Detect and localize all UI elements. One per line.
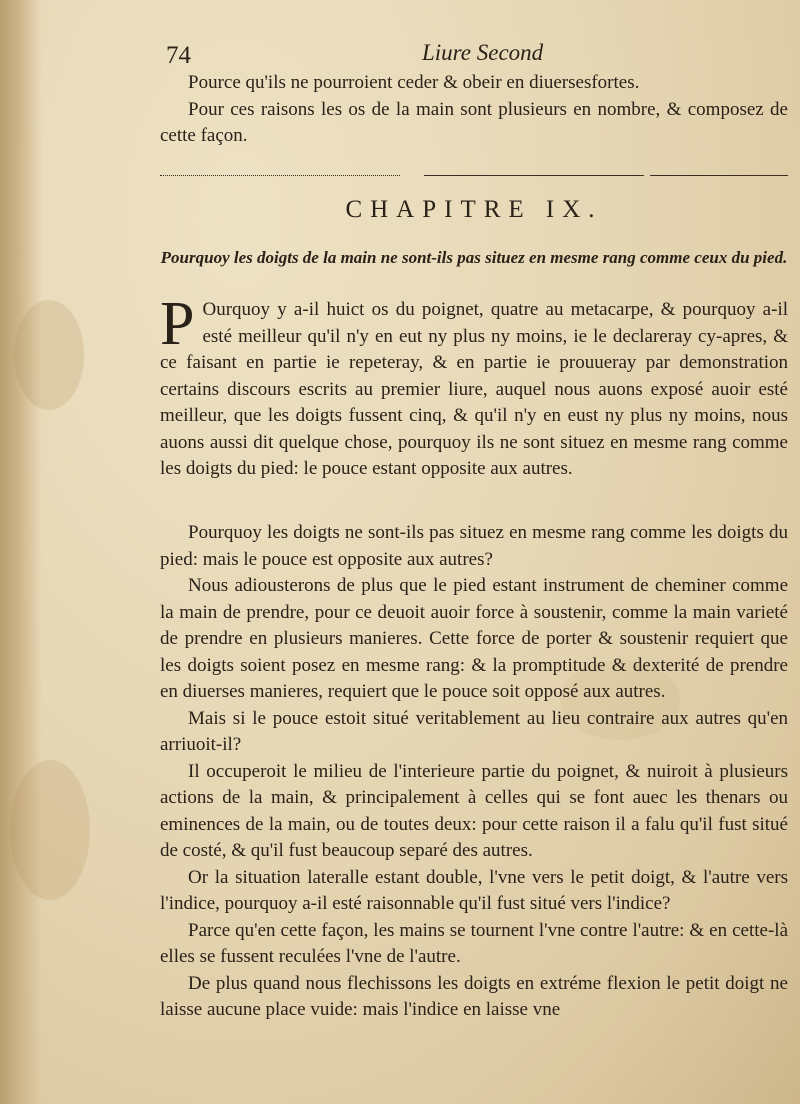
divider-rule [160,175,400,176]
top-text-block [160,70,788,150]
paragraph: Parce qu'en cette façon, les mains se tournent l'vne contre l'autre: & en cette-là elles se fussent reculées l'vne de l'autre. [160,919,788,967]
first-paragraph-block [160,290,788,483]
paper-stain [10,760,90,900]
paper-stain [14,300,84,410]
paragraph: Pource qu'ils ne pourroient ceder & obeir en diuersesfortes. [188,72,640,93]
book-title: Liure Second [422,40,544,65]
paragraph: Pourquoy les doigts ne sont-ils pas situez en mesme rang comme les doigts du pied: mais le pouce est opposite aux autres? [160,522,788,570]
divider-rule [650,175,788,176]
chapter-subtitle: Pourquoy les doigts de la main ne sont-ils pas situez en mesme rang comme ceux du pied. [160,248,788,267]
section-divider [160,172,788,180]
page-binding-shadow [0,0,42,1104]
first-paragraph [160,290,788,483]
paragraph: Nous adiousterons de plus que le pied estant instrument de cheminer comme la main de prendre, pour ce deuoit auoir force à soustenir, comme la main varieté de prendre en plusieurs manieres. Cette force de porter & soustenir requiert que les doigts soient posez en mesme rang: & la promptitude & dexterité de prendre en diuerses manieres, requiert que le pouce soit opposé aux autres. [160,575,788,702]
chapter-title: CHAPITRE IX. [345,196,603,223]
page-number: 74 [166,42,191,69]
paragraph: Il occuperoit le milieu de l'interieure partie du poignet, & nuiroit à plusieurs actions de la main, & principalement à celles qui se font auec les thenars ou eminences de la main, ou de toutes deux: pour cette raison il a falu qu'il fust situé de costé, & qu'il fust beaucoup separé des autres. [160,760,788,861]
first-paragraph-text: Ourquoy y a-il huict os du poignet, quatre au metacarpe, & pourquoy a-il esté meilleur qu'il n'y en eut ny plus ny moins, ie le declareray cy-apres, & ce faisant en partie ie repeteray, & en partie ie prouueray par demonstration certains discours escrits au premier liure, auquel nous auons exposé auoir esté meilleur, que les doigts fussent cinq, & qu'il n'y en eust ny plus ny moins, nous auons aussi dit quelque chose, pourquoy ils ne sont situez en mesme rang comme les doigts du pied: le pouce estant opposite aux autres. [160,299,788,479]
body-text-block [160,520,788,1024]
paragraph: Or la situation lateralle estant double, l'vne vers le petit doigt, & l'autre vers l'indice, pourquoy a-il esté raisonnable qu'il fust situé vers l'indice? [160,866,788,914]
running-head [160,40,800,70]
divider-rule [424,175,644,176]
paragraph: De plus quand nous flechissons les doigts en extréme flexion le petit doigt ne laisse aucune place vuide: mais l'indice en laisse vne [160,972,788,1020]
paragraph: Mais si le pouce estoit situé veritablement au lieu contraire aux autres qu'en arriuoit-il? [160,707,788,755]
paragraph: Pour ces raisons les os de la main sont plusieurs en nombre, & composez de cette façon. [160,98,788,146]
drop-cap: P [160,290,195,358]
